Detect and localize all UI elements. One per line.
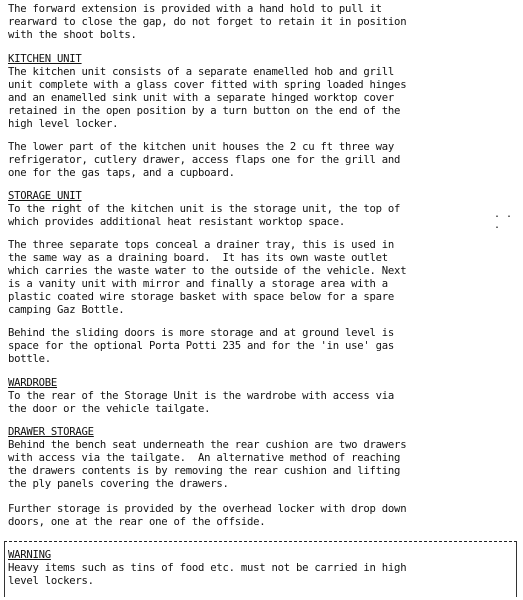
drawer-para1-line-2: with access via the tailgate. An alternative method of reaching (8, 452, 401, 464)
storage-para2-line-1: The three separate tops conceal a drainer tray, this is used in (8, 239, 395, 251)
intro-line-1: The forward extension is provided with a hand hold to pull it (8, 3, 382, 15)
warning-line-2: level lockers. (8, 575, 94, 587)
storage-para2-line-2: the same way as a draining board. It has its own waste outlet (8, 252, 388, 264)
warning-box-left-border (4, 541, 5, 597)
storage-para2-line-4: is a vanity unit with mirror and finally a storage area with a (8, 278, 388, 290)
intro-line-3: with the shoot bolts. (8, 29, 137, 41)
kitchen-para1-line-4: retained in the open position by a turn button on the end of the (8, 105, 401, 117)
wardrobe-heading: WARDROBE (8, 377, 58, 389)
wardrobe-para1-line-1: To the rear of the Storage Unit is the wardrobe with access via (8, 390, 395, 402)
storage-para1-line-2: which provides additional heat resistant worktop space. (8, 216, 346, 228)
wardrobe-para1-line-2: the door or the vehicle tailgate. (8, 403, 211, 415)
kitchen-para1-line-5: high level locker. (8, 118, 119, 130)
kitchen-para1-line-1: The kitchen unit consists of a separate enamelled hob and grill (8, 66, 395, 78)
storage-para1-line-1: To the right of the kitchen unit is the storage unit, the top of (8, 203, 401, 215)
storage-para2-line-6: camping Gaz Bottle. (8, 304, 125, 316)
drawer-para1-line-3: the drawers contents is by removing the rear cushion and lifting (8, 465, 401, 477)
scan-speck-dots: . . . (494, 209, 513, 231)
warning-heading: WARNING (8, 549, 51, 561)
storage-para3-line-3: bottle. (8, 353, 51, 365)
warning-box-top-rule (4, 541, 517, 542)
kitchen-para2-line-2: refrigerator, cutlery drawer, access flaps one for the grill and (8, 154, 401, 166)
storage-para2-line-5: plastic coated wire storage basket with space below for a spare (8, 291, 395, 303)
storage-para3-line-1: Behind the sliding doors is more storage and at ground level is (8, 327, 395, 339)
intro-line-2: rearward to close the gap, do not forget to retain it in position (8, 16, 407, 28)
drawer-para1-line-4: the ply panels covering the drawers. (8, 478, 229, 490)
drawer-para1-line-1: Behind the bench seat underneath the rear cushion are two drawers (8, 439, 407, 451)
kitchen-para2-line-1: The lower part of the kitchen unit houses the 2 cu ft three way (8, 141, 395, 153)
kitchen-unit-heading: KITCHEN UNIT (8, 53, 82, 65)
drawer-storage-heading: DRAWER STORAGE (8, 426, 94, 438)
drawer-para2-line-2: doors, one at the rear one of the offside. (8, 516, 266, 528)
storage-para3-line-2: space for the optional Porta Potti 235 and for the 'in use' gas (8, 340, 395, 352)
storage-para2-line-3: which carries the waste water to the outside of the vehicle. Next (8, 265, 407, 277)
drawer-para2-line-1: Further storage is provided by the overhead locker with drop down (8, 503, 407, 515)
kitchen-para1-line-2: unit complete with a glass cover fitted with spring loaded hinges (8, 79, 407, 91)
storage-unit-heading: STORAGE UNIT (8, 190, 82, 202)
kitchen-para1-line-3: and an enamelled sink unit with a separate hinged worktop cover (8, 92, 395, 104)
kitchen-para2-line-3: one for the gas taps, and a cupboard. (8, 167, 235, 179)
warning-line-1: Heavy items such as tins of food etc. must not be carried in high (8, 562, 407, 574)
warning-box-right-border (516, 541, 517, 597)
